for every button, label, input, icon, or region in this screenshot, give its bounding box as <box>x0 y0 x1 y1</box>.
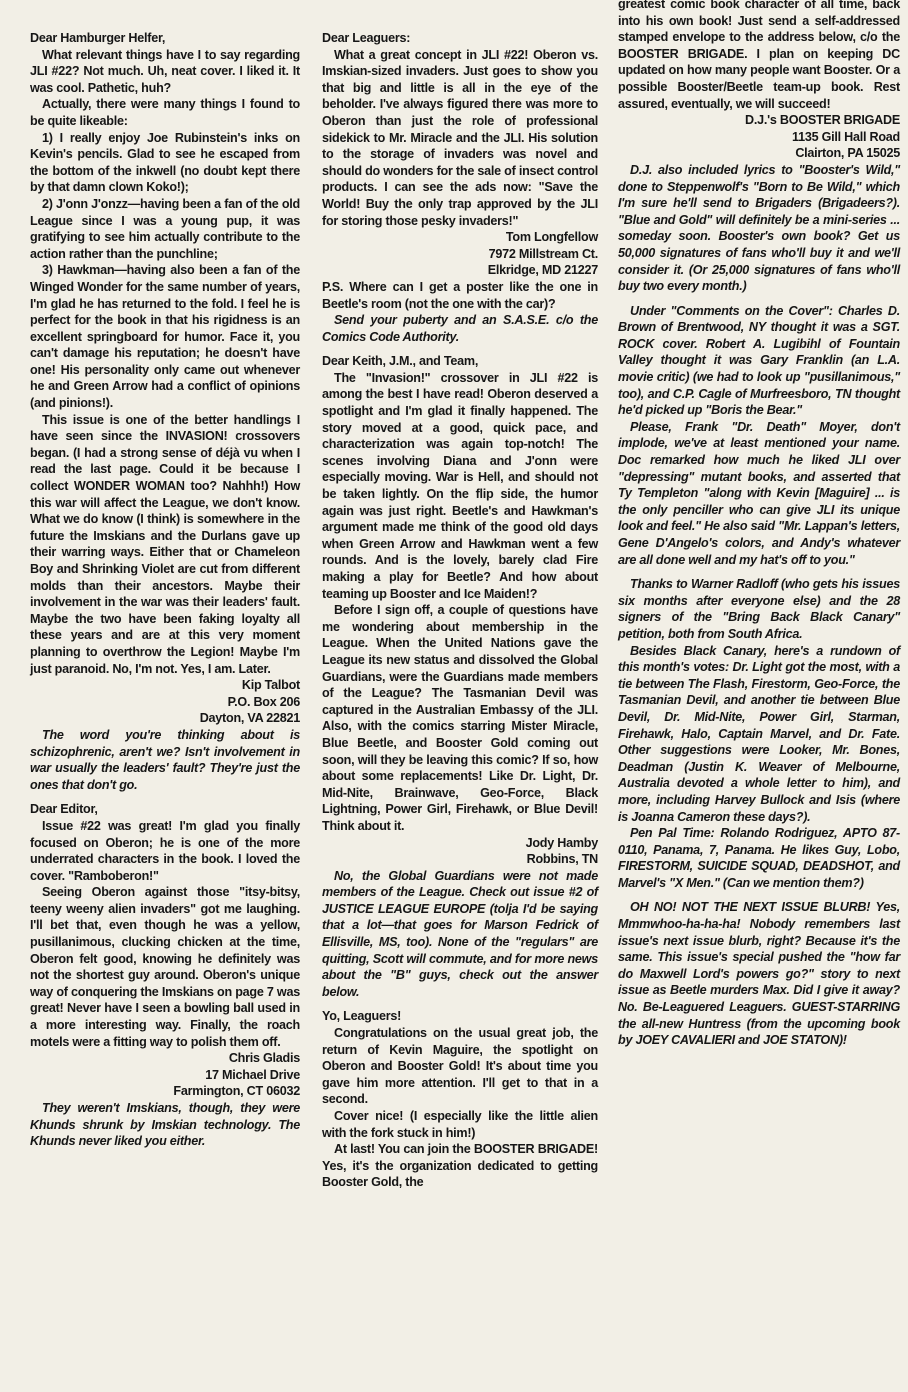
editor-reply: The word you're thinking about is schizophrenic, aren't we? Isn't involvement in war usually the leaders' fault? They're just the ones that don't go. <box>30 727 300 792</box>
signature-line: 7972 Millstream Ct. <box>488 246 598 261</box>
signature-line: Jody Hamby <box>525 835 598 850</box>
letter-paragraph: 2) J'onn J'onzz—having been a fan of the old League since I was a young pup, it was gratifying to see him actually contribute to the action rather than the punchline; <box>30 196 300 261</box>
letter-paragraph: P.S. Where can I get a poster like the one in Beetle's room (not the one with the car)? <box>322 279 598 311</box>
letter-paragraph: Seeing Oberon against those "itsy-bitsy, teeny weeny alien invaders" got me laughing. I'll bet that, even though he was a yellow, pusillanimous, clucking chicken at the time, Oberon felt good, knowing he definitely was not the shortest guy around. Oberon's unique way of conquering the Imskians on page 7 was great! Never have I seen a bowling ball used in a more interesting way. Finally, the roach motels were a fitting way to polish them off. <box>30 885 300 1049</box>
editor-reply: Besides Black Canary, here's a rundown of this month's votes: Dr. Light got the most, with a tie between The Flash, Firestorm, Geo-Force, the Tasmanian Devil, and another tie between Blue Devil, Dr. Mid-Nite, Power Girl, Starman, Firehawk, Halo, Captain Marvel, and Dr. Fate. Other suggestions were Looker, Mr. Bones, Deadman (Justin K. Weaver of Melbourne, Australia devoted a whole letter to him), and more, including Harvey Bullock and Isis (where is Joanna Cameron these days?). <box>618 643 900 824</box>
letter-paragraph: 1) I really enjoy Joe Rubinstein's inks on Kevin's pencils. Glad to see he escaped from the bottom of the inkwell (no doubt kept there by that damn clown Koko!); <box>30 130 300 195</box>
editor-reply: Please, Frank "Dr. Death" Moyer, don't implode, we've at least mentioned your name. Doc remarked how much he liked JLI over "depressing" mutant books, and asserted that Ty Templeton "along with Kevin [Maguire] ... is the only penciller who can give JLI its unique look and feel." He also said "Mr. Lappan's letters, Gene D'Angelo's colors, and Andy's whatever are all done well and my hat's off to you." <box>618 419 900 567</box>
signature-line: Elkridge, MD 21227 <box>487 263 598 278</box>
signature-line: D.J.'s BOOSTER BRIGADE <box>745 113 900 128</box>
signature-line: Tom Longfellow <box>505 230 598 245</box>
signature-line: 17 Michael Drive <box>205 1067 300 1082</box>
letter-signature <box>30 677 300 727</box>
signature-line: P.O. Box 206 <box>227 694 300 709</box>
editor-reply: D.J. also included lyrics to "Booster's Wild," done to Steppenwolf's "Born to Be Wild," which I'm sure he'll send to Brigaders (Brigadeers?). "Blue and Gold" will definitely be a mini-series ... someday soon. Booster's own book? Get us 50,000 signatures of fans who'll buy it and we'll consider it. (Or 25,000 signatures of fans who'll buy two every month.) <box>618 162 900 294</box>
letter-signature <box>30 1050 300 1100</box>
letter-paragraph: This issue is one of the better handlings I have seen since the INVASION! crossovers began. (I had a strong sense of déjà vu when I read the last page. Could it be because I collect WONDER WOMAN too? Nahhh!) How this war will affect the League, we don't know. What we do know (I think) is somewhere in the future the Imskians and the Durlans gave up their warring ways. Either that or Chameleon Boy and Shrinking Violet are cut from different molds than their ancestors. Maybe their involvement in the war was their leaders' fault. Maybe the two have been faking loyalty all these years and are at this very moment planning to overthrow the Legion! Maybe I'm just paranoid. No, I'm not. Yes, I am. Later. <box>30 412 300 676</box>
letter-paragraph: Actually, there were many things I found to be quite likeable: <box>30 97 300 128</box>
signature-line: 1135 Gill Hall Road <box>792 129 900 144</box>
signature-line: Kip Talbot <box>241 678 300 693</box>
signature-line: Chris Gladis <box>228 1051 300 1066</box>
letter-signature <box>322 835 598 868</box>
editor-reply: Under "Comments on the Cover": Charles D. Brown of Brentwood, NY thought it was a SGT. ROCK cover. Robert A. Lugibihl of Fountain Valley thought it was Gary Franklin (an L.A. movie critic) (we had to look up "pusillanimous," too), and C.P. Cagle of Murfreesboro, TN thought he'd picked up "Boris the Bear." <box>618 303 900 418</box>
letter-salutation: Yo, Leaguers! <box>322 1009 402 1024</box>
letter-salutation: Dear Leaguers: <box>322 31 411 45</box>
editor-reply: Pen Pal Time: Rolando Rodriguez, APTO 87-0110, Panama, 7, Panama. He likes Guy, Lobo, FIRESTORM, SUICIDE SQUAD, DEADSHOT, and Marvel's "X Men." (Can we mention them?) <box>618 826 900 890</box>
signature-line: Dayton, VA 22821 <box>199 711 300 726</box>
letter-paragraph: At last! You can join the BOOSTER BRIGADE! Yes, it's the organization dedicated to getting Booster Gold, the <box>322 1142 598 1190</box>
editor-reply: No, the Global Guardians were not made members of the League. Check out issue #2 of JUSTICE LEAGUE EUROPE (tolja I'd be saying that a lot—that goes for Marson Fedrick of Ellisville, MS, too). None of the "regulars" are quitting, Scott will commute, and for more news about the "B" guys, check out the answer below. <box>322 868 598 999</box>
signature-line: Robbins, TN <box>526 852 598 867</box>
letter-paragraph: The "Invasion!" crossover in JLI #22 is among the best I have read! Oberon deserved a spotlight and I'm glad it finally happened. The story moved at a good, quick pace, and characterization was again top-notch! The scenes involving Diana and J'onn were especially moving. War is Hell, and should not be taken lightly. On the flip side, the humor again was just right. Beetle's and Hawkman's argument made me think of the good old days when Green Arrow and Hawkman went a few rounds. And is the lovely, barely clad Fire making a play for Beetle? And how about teaming up Booster and Ice Maiden!? <box>322 370 598 601</box>
letter-paragraph: Before I sign off, a couple of questions have me wondering about membership in the League. When the United Nations gave the League its new status and dissolved the Global Guardians, were the Guardians made members of the League? The Tasmanian Devil was captured in the Australian Embassy of the JLI. Also, with the comics starring Mister Miracle, Blue Beetle, and Booster Gold coming out soon, will they be leaving this comic? If so, how about some replacements! Like Dr. Light, Dr. Mid-Nite, Brainwave, Geo-Force, Black Lightning, Power Girl, Firehawk, or Blue Devil! Think about it. <box>322 603 598 833</box>
editor-reply: They weren't Imskians, though, they were Khunds shrunk by Imskian technology. The Khunds never liked you either. <box>30 1101 300 1149</box>
signature-line: Clairton, PA 15025 <box>795 146 900 161</box>
letters-column-2 <box>322 22 598 1191</box>
letter-salutation: Dear Editor, <box>30 802 98 817</box>
letter-paragraph: 3) Hawkman—having also been a fan of the Winged Wonder for the same number of years, I'm glad he has returned to the fold. I feel he is perfect for the book in that his rigidness is an excellent springboard for humor. Face it, you can't damage his reputation; he doesn't have one! His personality only came out whenever he and Green Arrow had a conflict of opinions (and pinions!). <box>30 263 300 411</box>
editor-reply: Send your puberty and an S.A.S.E. c/o the Comics Code Authority. <box>322 313 598 344</box>
letter-paragraph: What relevant things have I to say regarding JLI #22? Not much. Uh, neat cover. I liked it. It was cool. Pathetic, huh? <box>30 47 300 95</box>
editor-reply: Thanks to Warner Radloff (who gets his issues six months after everyone else) and the 28 signers of the "Bring Back Black Canary" petition, both from South Africa. <box>618 577 900 641</box>
letter-salutation: Dear Keith, J.M., and Team, <box>322 354 479 369</box>
letter-paragraph: Issue #22 was great! I'm glad you finally focused on Oberon; he is one of the more underrated characters in the book. I loved the cover. "Ramboberon!" <box>30 818 300 883</box>
letters-column-3 <box>618 0 900 1049</box>
letter-paragraph: Cover nice! (I especially like the little alien with the fork stuck in him!) <box>322 1109 598 1140</box>
letter-paragraph: greatest comic book character of all time, back into his own book! Just send a self-addressed stamped envelope to the address below, c/o the BOOSTER BRIGADE. I plan on keeping DC updated on how many people want Booster. Or a possible Booster/Beetle team-up book. Rest assured, eventually, we will succeed! <box>618 0 900 111</box>
letter-salutation: Dear Hamburger Helfer, <box>30 31 166 45</box>
letter-paragraph: What a great concept in JLI #22! Oberon vs. Imskian-sized invaders. Just goes to show you that big and little is all in the eye of the beholder. I've always figured there was more to Oberon than just the role of professional sidekick to Mr. Miracle and the JLI. His solution to the storage of invaders was novel and should do wonders for the sale of insect control products. I can see the ads now: "Save the World! Buy the only trap approved by the JLI for storing those pesky invaders!" <box>322 47 598 228</box>
signature-line: Farmington, CT 06032 <box>173 1084 300 1099</box>
letters-column-1 <box>30 22 300 1150</box>
letter-signature <box>322 229 598 279</box>
letter-signature <box>618 112 900 162</box>
letter-paragraph: Congratulations on the usual great job, the return of Kevin Maguire, the spotlight on Oberon and Booster Gold! It's about time you gave him more attention. I'll get to that in a second. <box>322 1026 598 1107</box>
editor-reply: OH NO! NOT THE NEXT ISSUE BLURB! Yes, Mmmwhoo-ha-ha-ha! Nobody remembers last issue's next issue blurb, right? Because it's the same. This issue's special pushed the "how far do Maxwell Lord's powers go?" story to next issue as Beetle murders Max. Did I give it away? No. Be-Leaguered Leaguers. GUEST-STARRING the all-new Huntress (from the upcoming book by JOEY CAVALIERI and JOE STATON)! <box>618 900 900 1048</box>
